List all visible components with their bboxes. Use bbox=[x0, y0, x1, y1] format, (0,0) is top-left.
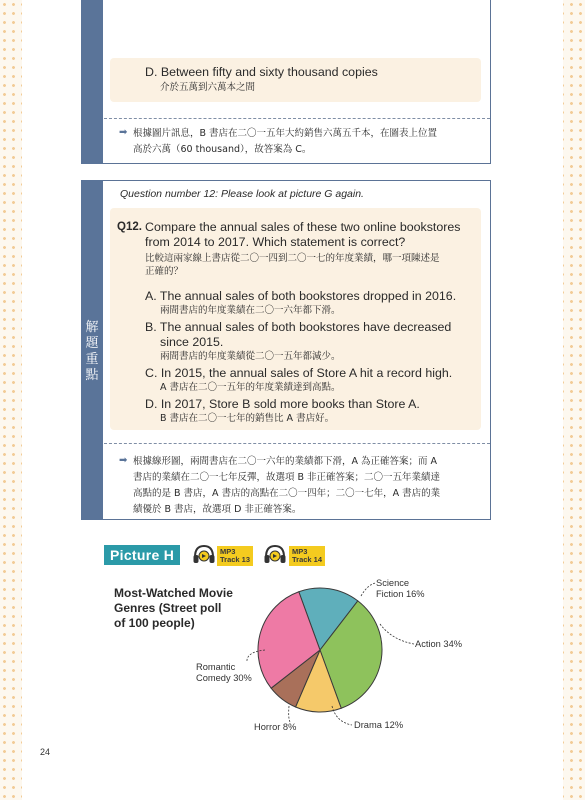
sidebar-label: 解題重點 bbox=[85, 320, 99, 383]
explanation-line: 績優於 B 書店，故選項 D 非正確答案。 bbox=[133, 504, 302, 515]
explanation-line: 高於六萬（60 thousand），故答案為 C。 bbox=[133, 144, 312, 155]
label-line: Action 34% bbox=[415, 639, 463, 649]
option-b-zh: 兩間書店的年度業績從二〇一五年都減少。 bbox=[160, 351, 341, 362]
question-zh: 正確的？ bbox=[145, 266, 184, 277]
picture-tag: Picture H bbox=[104, 545, 180, 565]
chart-title-line: of 100 people) bbox=[114, 616, 195, 630]
option-b-cont: since 2015. bbox=[160, 335, 224, 349]
option-c-zh: A 書店在二〇一五年的年度業績達到高點。 bbox=[160, 382, 341, 393]
label-line: Comedy 30% bbox=[196, 673, 252, 683]
option-b: B. The annual sales of both bookstores have decreased bbox=[145, 320, 452, 334]
explanation-line: 根據線形圖，兩間書店在二〇一六年的業績都下滑，A 為正確答案；而 A bbox=[133, 456, 438, 467]
option-d-zh: 介於五萬到六萬本之間 bbox=[160, 82, 256, 93]
label-line: Romantic bbox=[196, 662, 236, 672]
option-d: D. In 2017, Store B sold more books than Store A. bbox=[145, 397, 420, 411]
explanation-line: 書店的業績在二〇一七年反彈，故選項 B 非正確答案；二〇一五年業績達 bbox=[133, 472, 441, 483]
arrow-icon: ➡ bbox=[119, 455, 128, 466]
label-line: Drama 12% bbox=[354, 720, 404, 730]
label-line: Horror 8% bbox=[254, 722, 297, 732]
mp3-label: MP3 bbox=[292, 547, 308, 556]
slice-label-action bbox=[415, 639, 462, 650]
slice-label-science-fiction bbox=[376, 578, 425, 600]
track-label: Track 13 bbox=[220, 555, 251, 564]
mp3-label: MP3 bbox=[220, 547, 236, 556]
chart-title-line: Most-Watched Movie bbox=[114, 586, 233, 600]
option-a-zh: 兩間書店的年度業績在二〇一六年都下滑。 bbox=[160, 305, 341, 316]
question-zh: 比較這兩家線上書店從二〇一四到二〇一七的年度業績，哪一項陳述是 bbox=[145, 253, 440, 264]
option-c: C. In 2015, the annual sales of Store A hit a record high. bbox=[145, 366, 453, 380]
label-line: Science bbox=[376, 578, 410, 588]
page-number: 24 bbox=[40, 747, 51, 757]
question-number: Question number 12: Please look at picture G again. bbox=[120, 188, 364, 200]
question-text: Compare the annual sales of these two online bookstores bbox=[145, 220, 461, 234]
slice-label-romantic-comedy bbox=[196, 662, 252, 684]
slice-label-horror bbox=[254, 722, 296, 733]
option-d: D. Between fifty and sixty thousand copies bbox=[145, 65, 378, 79]
option-a: A. The annual sales of both bookstores dropped in 2016. bbox=[145, 289, 457, 303]
question-text: from 2014 to 2017. Which statement is correct? bbox=[145, 235, 406, 249]
label-line: Fiction 16% bbox=[376, 589, 425, 599]
explanation-line: 根據圖片訊息，B 書店在二〇一五年大約銷售六萬五千本，在圖表上位置 bbox=[133, 128, 438, 139]
slice-label-drama bbox=[354, 720, 403, 731]
arrow-icon: ➡ bbox=[119, 127, 128, 138]
track-label: Track 14 bbox=[292, 555, 323, 564]
chart-title-line: Genres (Street poll bbox=[114, 601, 222, 615]
option-d-zh: B 書店在二〇一七年的銷售比 A 書店好。 bbox=[160, 413, 335, 424]
question-label: Q12. bbox=[117, 221, 142, 233]
explanation-line: 高點的是 B 書店，A 書店的高點在二〇一四年；二〇一七年，A 書店的業 bbox=[133, 488, 441, 499]
